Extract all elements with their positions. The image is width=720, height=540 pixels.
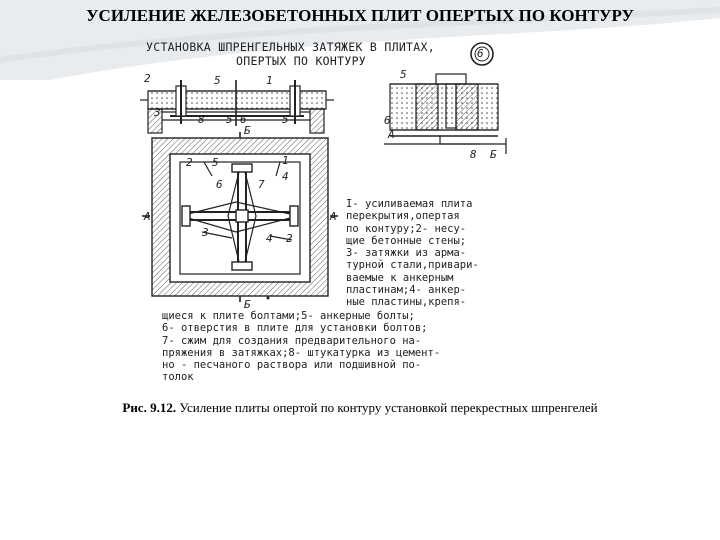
callout-8-section: 8 bbox=[198, 113, 205, 126]
section-label-b-plan: Б bbox=[244, 124, 251, 137]
callout-4-plan: 4 bbox=[282, 170, 289, 183]
legend-line: пряжения в затяжках;8- штукатурка из цемент- bbox=[162, 346, 441, 359]
callout-1-plan: 1 bbox=[282, 154, 289, 167]
callout-8-detail: 8 bbox=[470, 148, 477, 161]
callout-6-plan: 6 bbox=[216, 178, 223, 191]
legend-line: щиеся к плите болтами;5- анкерные болты; bbox=[162, 310, 415, 322]
slide-title: УСИЛЕНИЕ ЖЕЛЕЗОБЕТОННЫХ ПЛИТ ОПЕРТЫХ ПО КОНТУРУ bbox=[86, 6, 634, 25]
legend-bottom bbox=[162, 310, 440, 384]
callout-2-section: 2 bbox=[144, 72, 151, 85]
callout-5-plan: 5 bbox=[212, 156, 219, 169]
callout-3-section: 3 bbox=[154, 106, 161, 119]
figure-caption-text: Усиление плиты опертой по контуру установкой перекрестных шпренгелей bbox=[176, 400, 598, 415]
section-label-b: Б bbox=[490, 148, 497, 161]
callout-1-section: 1 bbox=[266, 74, 273, 87]
callout-4b-plan: 4 bbox=[266, 232, 273, 245]
legend-line: щие бетонные стены; bbox=[346, 234, 467, 247]
detail-anchor bbox=[384, 74, 506, 154]
figure-caption-label: Рис. 9.12. bbox=[122, 400, 177, 415]
legend-line: пластинам;4- анкер- bbox=[346, 284, 467, 297]
legend-line: 6- отверстия в плите для установки болтов; bbox=[162, 322, 428, 335]
legend-line: турной стали,привари- bbox=[346, 259, 479, 272]
callout-5-section: 5 bbox=[214, 74, 221, 87]
legend-line: но - песчаного раствора или подшивной по- bbox=[162, 359, 422, 372]
section-label-b2-plan: Б bbox=[244, 298, 251, 311]
callout-6-section: 6 bbox=[240, 113, 247, 126]
legend-line: ные пластины,крепя- bbox=[346, 296, 467, 309]
legend-line: перекрытия,опертая bbox=[346, 210, 460, 223]
figure-caption bbox=[0, 400, 720, 416]
section-label-a2-plan: А bbox=[330, 210, 337, 223]
callout-2-plan: 2 bbox=[186, 156, 193, 169]
legend-line: ваемые к анкерным bbox=[346, 271, 454, 284]
callout-5b-section: 5 bbox=[282, 113, 289, 126]
callout-5a-section: 5 bbox=[226, 113, 233, 126]
section-label-a-plan: А bbox=[144, 210, 151, 223]
legend-line: по контуру;2- несу- bbox=[346, 222, 467, 235]
callout-7-plan: 7 bbox=[258, 178, 265, 191]
legend-line: толок bbox=[162, 371, 194, 384]
section-a-a bbox=[140, 80, 334, 133]
technical-drawing bbox=[140, 36, 520, 386]
plan-dot bbox=[267, 297, 270, 300]
callout-6-detail: 6 bbox=[384, 114, 391, 127]
sheet-number: 6 bbox=[477, 47, 484, 60]
callout-2b-plan: 2 bbox=[286, 232, 293, 245]
drawing-title-line2: ОПЕРТЫХ ПО КОНТУРУ bbox=[236, 54, 367, 68]
plan-view bbox=[142, 132, 338, 302]
legend-right bbox=[346, 198, 479, 309]
legend-line: 7- сжим для создания предварительного на- bbox=[162, 334, 422, 347]
drawing-title-line1: УСТАНОВКА ШПРЕНГЕЛЬНЫХ ЗАТЯЖЕК В ПЛИТАХ, bbox=[146, 40, 435, 54]
legend-line: 3- затяжки из арма- bbox=[346, 247, 467, 260]
legend-line: I- усиливаемая плита bbox=[346, 198, 473, 210]
callout-3-plan: 3 bbox=[202, 226, 209, 239]
callout-5-detail: 5 bbox=[400, 68, 407, 81]
section-label-a: А bbox=[388, 128, 395, 141]
